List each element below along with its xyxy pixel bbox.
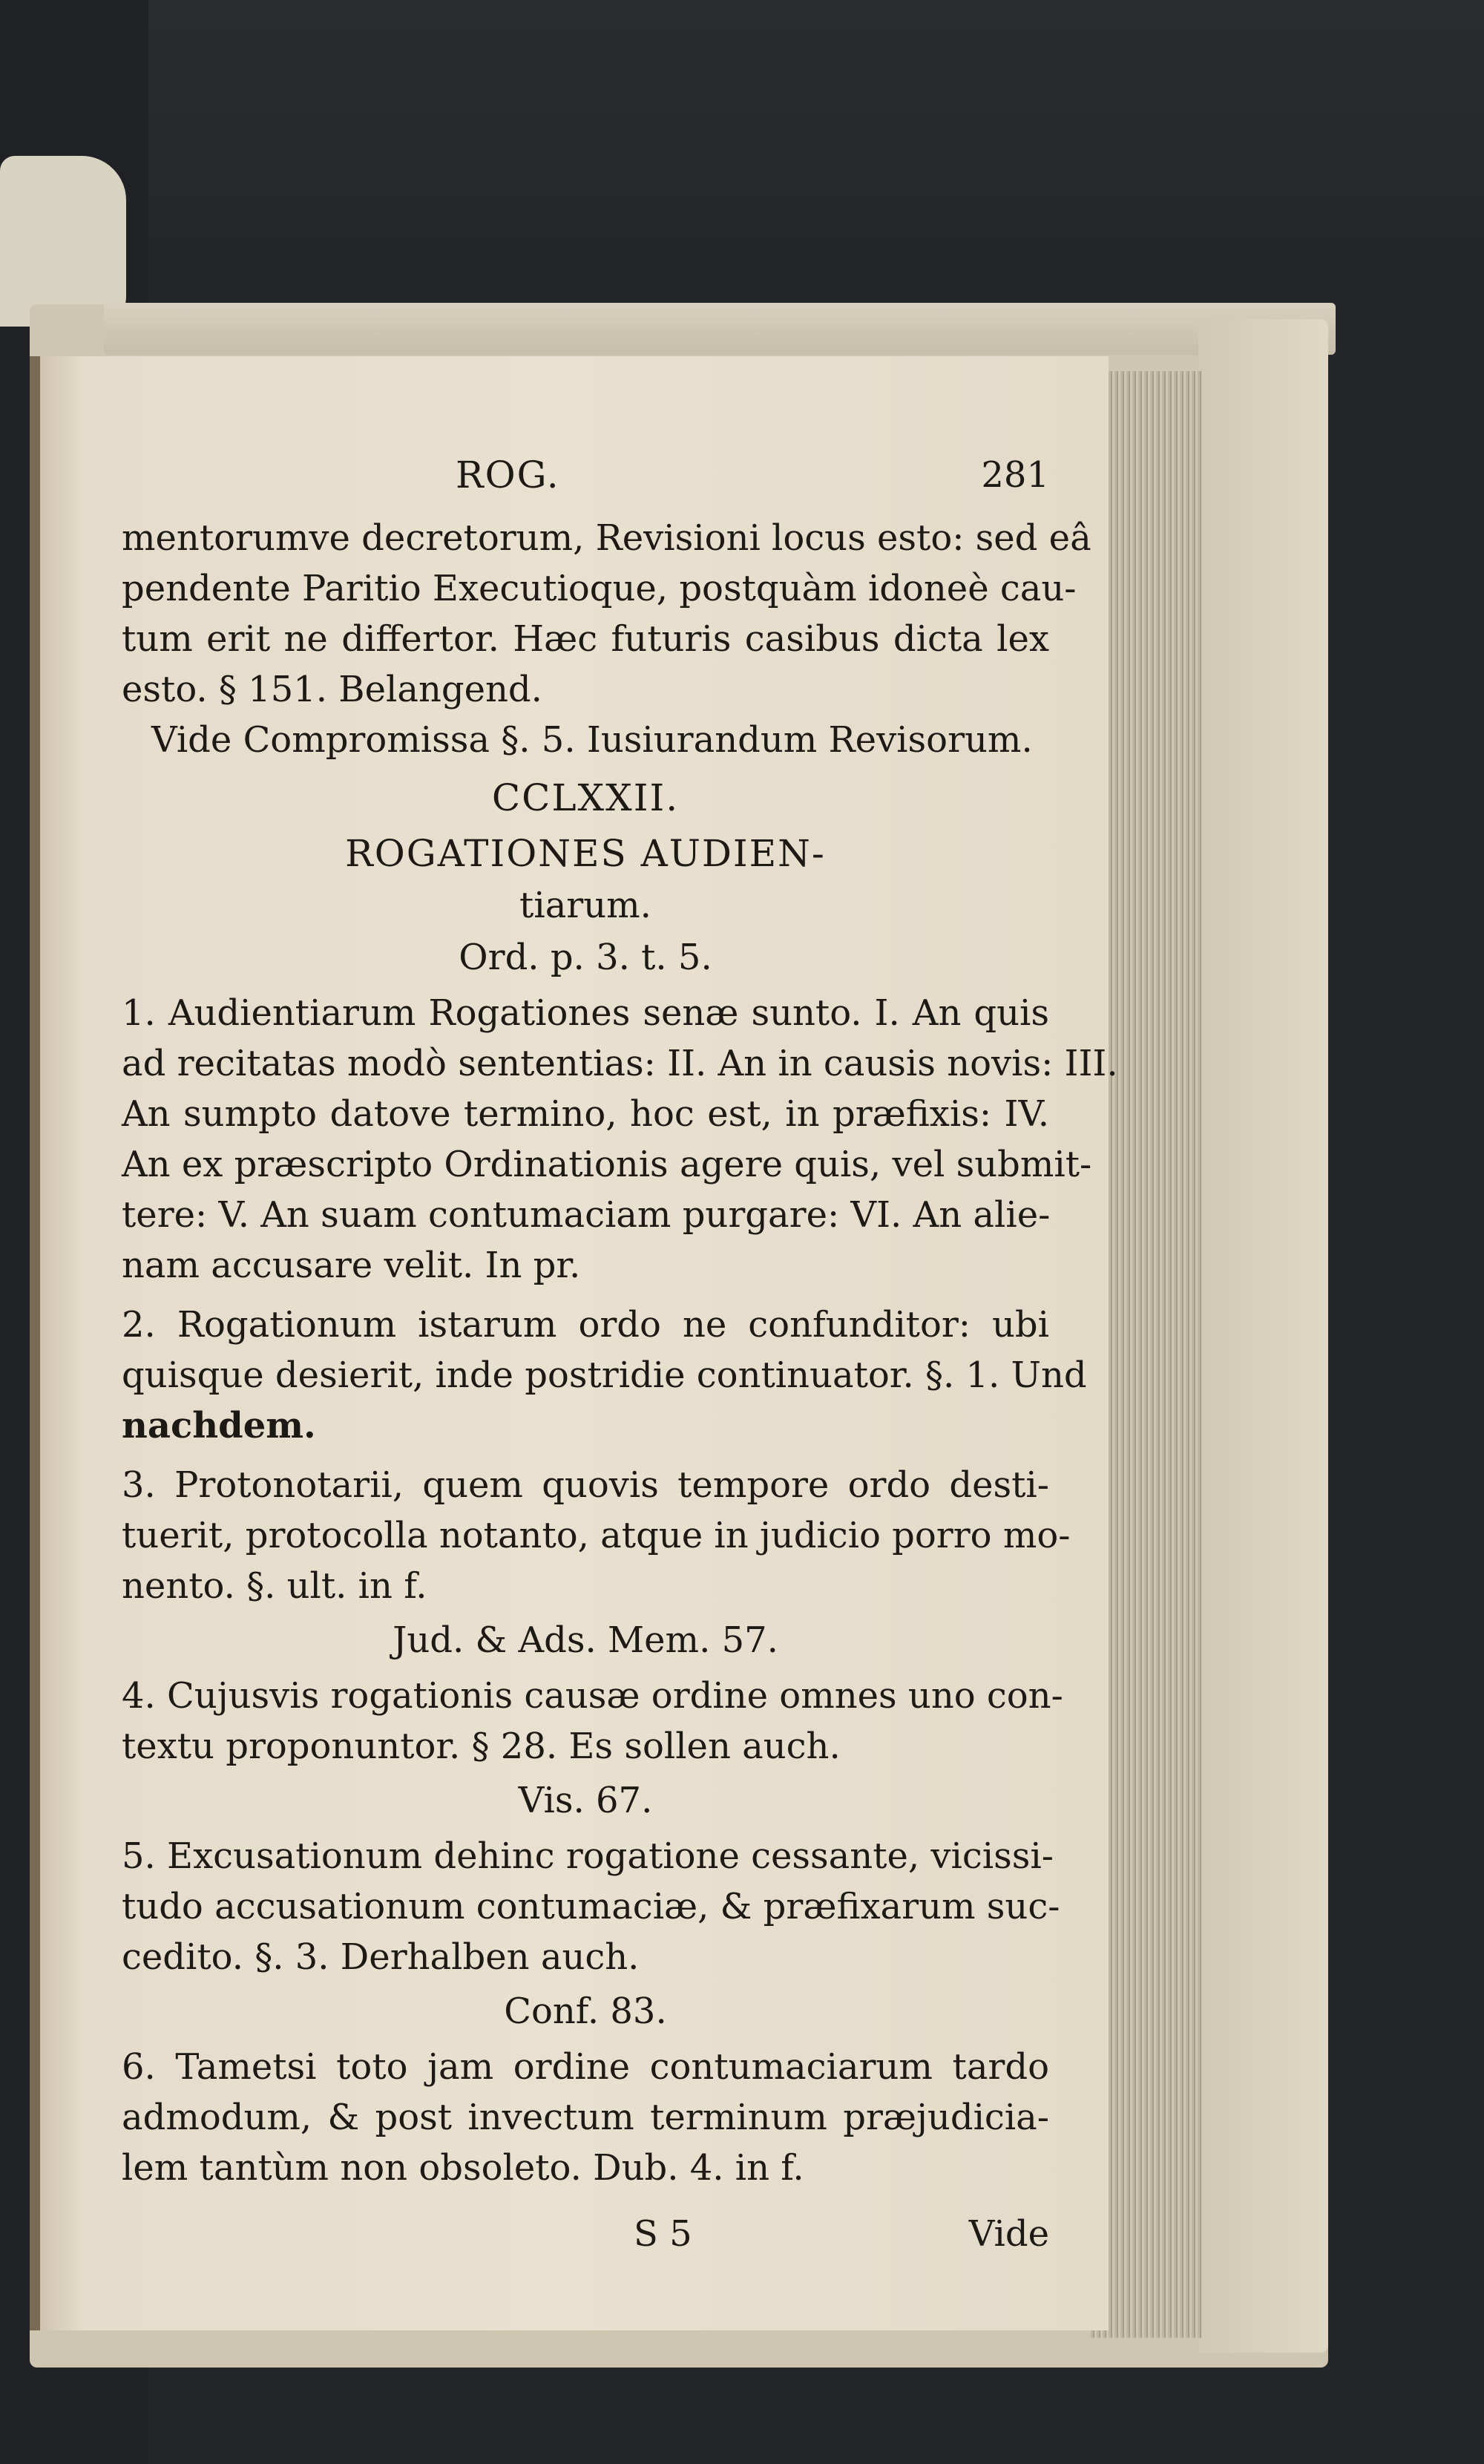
text-line: admodum, & post invectum terminum præjudicia- xyxy=(122,2097,1049,2138)
text-line: 3. Protonotarii, quem quovis tempore ordo desti- xyxy=(122,1464,1049,1506)
text-line: nachdem. xyxy=(122,1405,316,1446)
text-line: tere: V. An suam contumaciam purgare: VI. An alie- xyxy=(122,1194,1051,1236)
text-line: lem tantùm non obsoleto. Dub. 4. in f. xyxy=(122,2147,804,2189)
catchword: Vide xyxy=(968,2213,1049,2255)
page-number: 281 xyxy=(981,454,1049,496)
text-line: pendente Paritio Executioque, postquàm idoneè cau- xyxy=(122,568,1077,609)
text-line: cedito. §. 3. Derhalben auch. xyxy=(122,1936,640,1978)
text-line: esto. § 151. Belangend. xyxy=(122,669,542,710)
book-top-edge xyxy=(104,303,1336,355)
text-line: 1. Audientiarum Rogationes senæ sunto. I. An quis xyxy=(122,992,1049,1034)
book-cover-edge xyxy=(1198,319,1328,2353)
text-line: tuerit, protocolla notanto, atque in judicio porro mo- xyxy=(122,1515,1071,1556)
cross-reference: Vide Compromissa §. 5. Iusiurandum Revisorum. xyxy=(151,719,1033,761)
text-line: mentorumve decretorum, Revisioni locus esto: sed eâ xyxy=(122,517,1091,559)
section-title: ROGATIONES AUDIEN- xyxy=(345,832,826,875)
text-line: An sumpto datove termino, hoc est, in præfixis: IV. xyxy=(122,1093,1049,1135)
book-corner xyxy=(0,156,126,327)
text-line: tum erit ne differtor. Hæc futuris casibus dicta lex xyxy=(122,618,1049,660)
section-title-cont: tiarum. xyxy=(519,885,651,926)
text-line: ad recitatas modò sententias: II. An in causis novis: III. xyxy=(122,1043,1118,1084)
text-line: 6. Tametsi toto jam ordine contumaciarum tardo xyxy=(122,2046,1049,2088)
signature-mark: S 5 xyxy=(634,2213,692,2255)
text-line: tudo accusationum contumaciæ, & præfixarum suc- xyxy=(122,1886,1060,1927)
running-title: ROG. xyxy=(456,453,560,497)
section-number: CCLXXII. xyxy=(491,776,680,819)
book-page xyxy=(30,356,1118,2330)
marginal-reference: Conf. 83. xyxy=(504,1990,667,2032)
text-line: nam accusare velit. In pr. xyxy=(122,1245,581,1286)
text-line: textu proponuntor. § 28. Es sollen auch. xyxy=(122,1726,841,1767)
text-line: An ex præscripto Ordinationis agere quis, vel submit- xyxy=(122,1144,1092,1185)
text-line: quisque desierit, inde postridie continuator. §. 1. Und xyxy=(122,1354,1087,1396)
text-line: 2. Rogationum istarum ordo ne confunditor: ubi xyxy=(122,1304,1049,1346)
text-line: 5. Excusationum dehinc rogatione cessante, vicissi- xyxy=(122,1835,1054,1877)
text-line: 4. Cujusvis rogationis causæ ordine omnes uno con- xyxy=(122,1675,1063,1717)
background xyxy=(0,0,1484,297)
marginal-reference: Jud. & Ads. Mem. 57. xyxy=(393,1619,778,1661)
marginal-reference: Vis. 67. xyxy=(518,1780,653,1821)
section-reference: Ord. p. 3. t. 5. xyxy=(459,937,712,978)
text-line: nento. §. ult. in f. xyxy=(122,1565,427,1607)
